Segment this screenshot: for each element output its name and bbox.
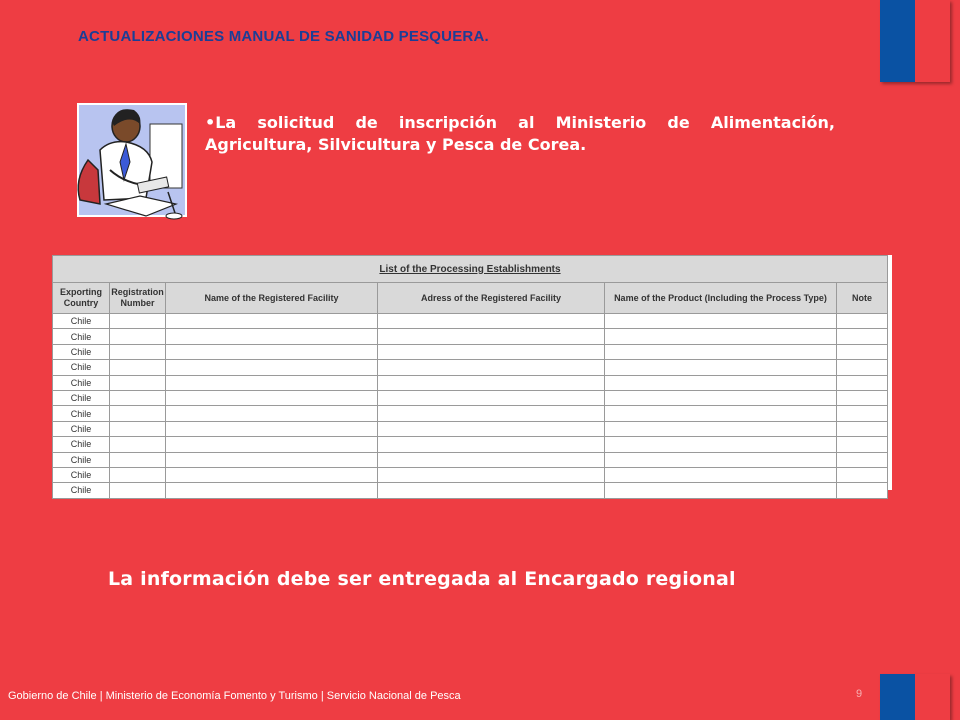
empty-cell [166, 467, 378, 482]
empty-cell [605, 437, 837, 452]
empty-cell [110, 483, 166, 498]
empty-cell [837, 344, 888, 359]
flag-blue-stripe [880, 0, 915, 82]
empty-cell [605, 314, 837, 329]
chile-flag-top [880, 0, 950, 82]
empty-cell [166, 329, 378, 344]
country-cell: Chile [53, 360, 110, 375]
table-header-row [53, 283, 888, 314]
table-caption-row [53, 256, 888, 283]
empty-cell [110, 452, 166, 467]
empty-cell [605, 467, 837, 482]
empty-cell [605, 452, 837, 467]
empty-cell [166, 314, 378, 329]
table-row [53, 390, 888, 405]
empty-cell [166, 483, 378, 498]
empty-cell [837, 329, 888, 344]
empty-cell [110, 421, 166, 436]
table-row [53, 421, 888, 436]
establishments-table-image [52, 255, 892, 496]
empty-cell [605, 329, 837, 344]
empty-cell [837, 483, 888, 498]
table-row [53, 329, 888, 344]
table-body [53, 314, 888, 499]
country-cell: Chile [53, 483, 110, 498]
establishments-table [52, 255, 888, 499]
footer-text: Gobierno de Chile | Ministerio de Economía Fomento y Turismo | Servicio Nacional de Pesca [8, 690, 461, 702]
country-cell: Chile [53, 452, 110, 467]
col-exporting-country: Exporting Country [53, 283, 110, 314]
empty-cell [110, 329, 166, 344]
col-facility-address: Adress of the Registered Facility [378, 283, 605, 314]
flag-red-stripe [915, 674, 950, 720]
empty-cell [605, 421, 837, 436]
empty-cell [378, 344, 605, 359]
empty-cell [378, 390, 605, 405]
empty-cell [166, 437, 378, 452]
empty-cell [605, 483, 837, 498]
empty-cell [110, 344, 166, 359]
empty-cell [166, 390, 378, 405]
table-row [53, 483, 888, 498]
flag-blue-stripe [880, 674, 915, 720]
empty-cell [378, 467, 605, 482]
empty-cell [378, 437, 605, 452]
slide-title: ACTUALIZACIONES MANUAL DE SANIDAD PESQUERA. [78, 28, 489, 45]
empty-cell [837, 375, 888, 390]
empty-cell [837, 406, 888, 421]
table-caption: List of the Processing Establishments [53, 256, 888, 283]
empty-cell [110, 360, 166, 375]
requirement-bullet: •La solicitud de inscripción al Ministerio de Alimentación, Agricultura, Silvicultura y Pesca de Corea. [205, 113, 835, 154]
empty-cell [837, 452, 888, 467]
empty-cell [605, 390, 837, 405]
table-row [53, 467, 888, 482]
empty-cell [166, 452, 378, 467]
table-row [53, 437, 888, 452]
col-facility-name: Name of the Registered Facility [166, 283, 378, 314]
empty-cell [837, 467, 888, 482]
empty-cell [837, 314, 888, 329]
empty-cell [166, 406, 378, 421]
table-row [53, 375, 888, 390]
col-registration-number: Registration Number [110, 283, 166, 314]
empty-cell [837, 421, 888, 436]
country-cell: Chile [53, 314, 110, 329]
empty-cell [378, 406, 605, 421]
empty-cell [110, 437, 166, 452]
empty-cell [378, 314, 605, 329]
empty-cell [166, 344, 378, 359]
col-product-name: Name of the Product (Including the Process Type) [605, 283, 837, 314]
empty-cell [110, 467, 166, 482]
country-cell: Chile [53, 344, 110, 359]
country-cell: Chile [53, 467, 110, 482]
table-row [53, 360, 888, 375]
table-row [53, 344, 888, 359]
country-cell: Chile [53, 329, 110, 344]
country-cell: Chile [53, 390, 110, 405]
flag-red-stripe [915, 0, 950, 82]
empty-cell [837, 437, 888, 452]
empty-cell [605, 360, 837, 375]
empty-cell [378, 421, 605, 436]
empty-cell [110, 375, 166, 390]
country-cell: Chile [53, 421, 110, 436]
empty-cell [378, 452, 605, 467]
empty-cell [166, 375, 378, 390]
empty-cell [378, 375, 605, 390]
empty-cell [605, 406, 837, 421]
empty-cell [378, 360, 605, 375]
empty-cell [110, 314, 166, 329]
page-number: 9 [856, 688, 863, 700]
empty-cell [837, 390, 888, 405]
empty-cell [166, 360, 378, 375]
empty-cell [378, 483, 605, 498]
empty-cell [837, 360, 888, 375]
country-cell: Chile [53, 437, 110, 452]
empty-cell [378, 329, 605, 344]
chile-flag-bottom [880, 674, 950, 720]
country-cell: Chile [53, 375, 110, 390]
empty-cell [110, 390, 166, 405]
table-row [53, 406, 888, 421]
empty-cell [605, 375, 837, 390]
businessman-writing-icon [70, 100, 188, 224]
empty-cell [110, 406, 166, 421]
empty-cell [166, 421, 378, 436]
col-note: Note [837, 283, 888, 314]
empty-cell [605, 344, 837, 359]
country-cell: Chile [53, 406, 110, 421]
info-statement: La información debe ser entregada al Encargado regional [108, 568, 736, 590]
table-row [53, 452, 888, 467]
table-row [53, 314, 888, 329]
